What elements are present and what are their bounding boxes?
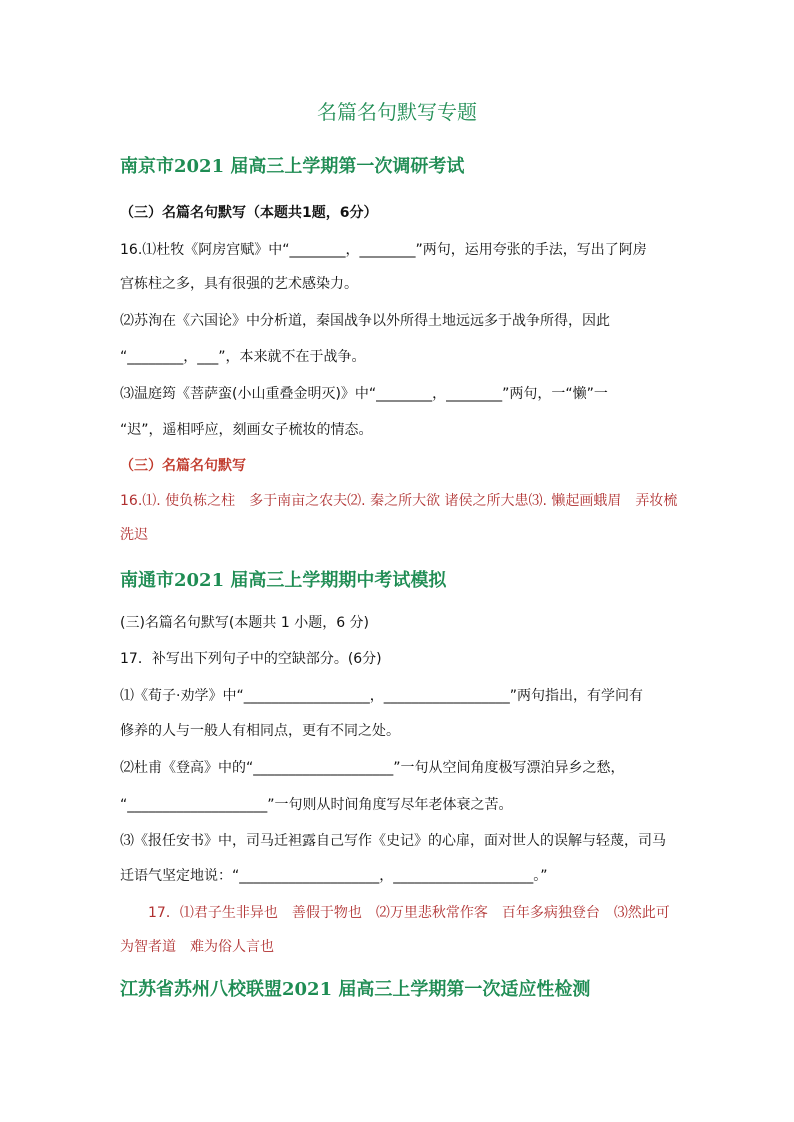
question-line: 16.⑴杜牧《阿房宫赋》中“________，________”两句，运用夸张的手法，写出了阿房 [120,242,647,258]
question-line: ⑶温庭筠《菩萨蛮(小山重叠金明灭)》中“________，________”两句，一“懒”一 [120,386,608,402]
answer-text: 16.⑴. 使负栋之柱 多于南亩之农夫⑵. 秦之所大欲 诸侯之所大患⑶. 懒起画蛾眉 弄妆梳洗迟 [120,493,678,543]
question-line: “________，___”，本来就不在于战争。 [120,349,366,365]
section-heading-nanjing: 南京市2021 届高三上学期第一次调研考试 [120,156,465,177]
question-line: “迟”，遥相呼应，刻画女子梳妆的情态。 [120,422,373,438]
question-subheading: (三)名篇名句默写(本题共 1 小题，6 分) [120,615,370,631]
question-line: 17．补写出下列句子中的空缺部分。(6分) [120,651,382,667]
question-line: 修养的人与一般人有相同点，更有不同之处。 [120,723,400,739]
section-heading-nantong: 南通市2021 届高三上学期期中考试模拟 [120,570,447,591]
question-line: 迁语气坚定地说：“____________________，____________________。” [120,868,548,884]
section-heading-suzhou: 江苏省苏州八校联盟2021 届高三上学期第一次适应性检测 [120,979,591,1000]
question-line: ⑵苏洵在《六国论》中分析道，秦国战争以外所得土地远远多于战争所得，因此 [120,313,610,329]
document-title: 名篇名句默写专题 [317,100,477,124]
question-line: 宫栋柱之多，具有很强的艺术感染力。 [120,276,358,292]
question-subheading: （三）名篇名句默写（本题共1题，6分） [120,205,378,221]
answer-text: 17．⑴君子生非异也 善假于物也 ⑵万里悲秋常作客 百年多病独登台 ⑶然此可为智者道 难为俗人言也 [120,905,670,955]
answer-label: （三）名篇名句默写 [120,458,246,474]
question-line: ⑵杜甫《登高》中的“____________________”一句从空间角度极写漂泊异乡之愁， [120,760,625,776]
question-line: “____________________”一句则从时间角度写尽年老体衰之苦。 [120,797,513,813]
question-line: ⑴《荀子·劝学》中“__________________，__________________”两句指出，有学问有 [120,688,643,704]
question-line: ⑶《报任安书》中，司马迁袒露自己写作《史记》的心扉，面对世人的误解与轻蔑，司马 [120,833,666,849]
